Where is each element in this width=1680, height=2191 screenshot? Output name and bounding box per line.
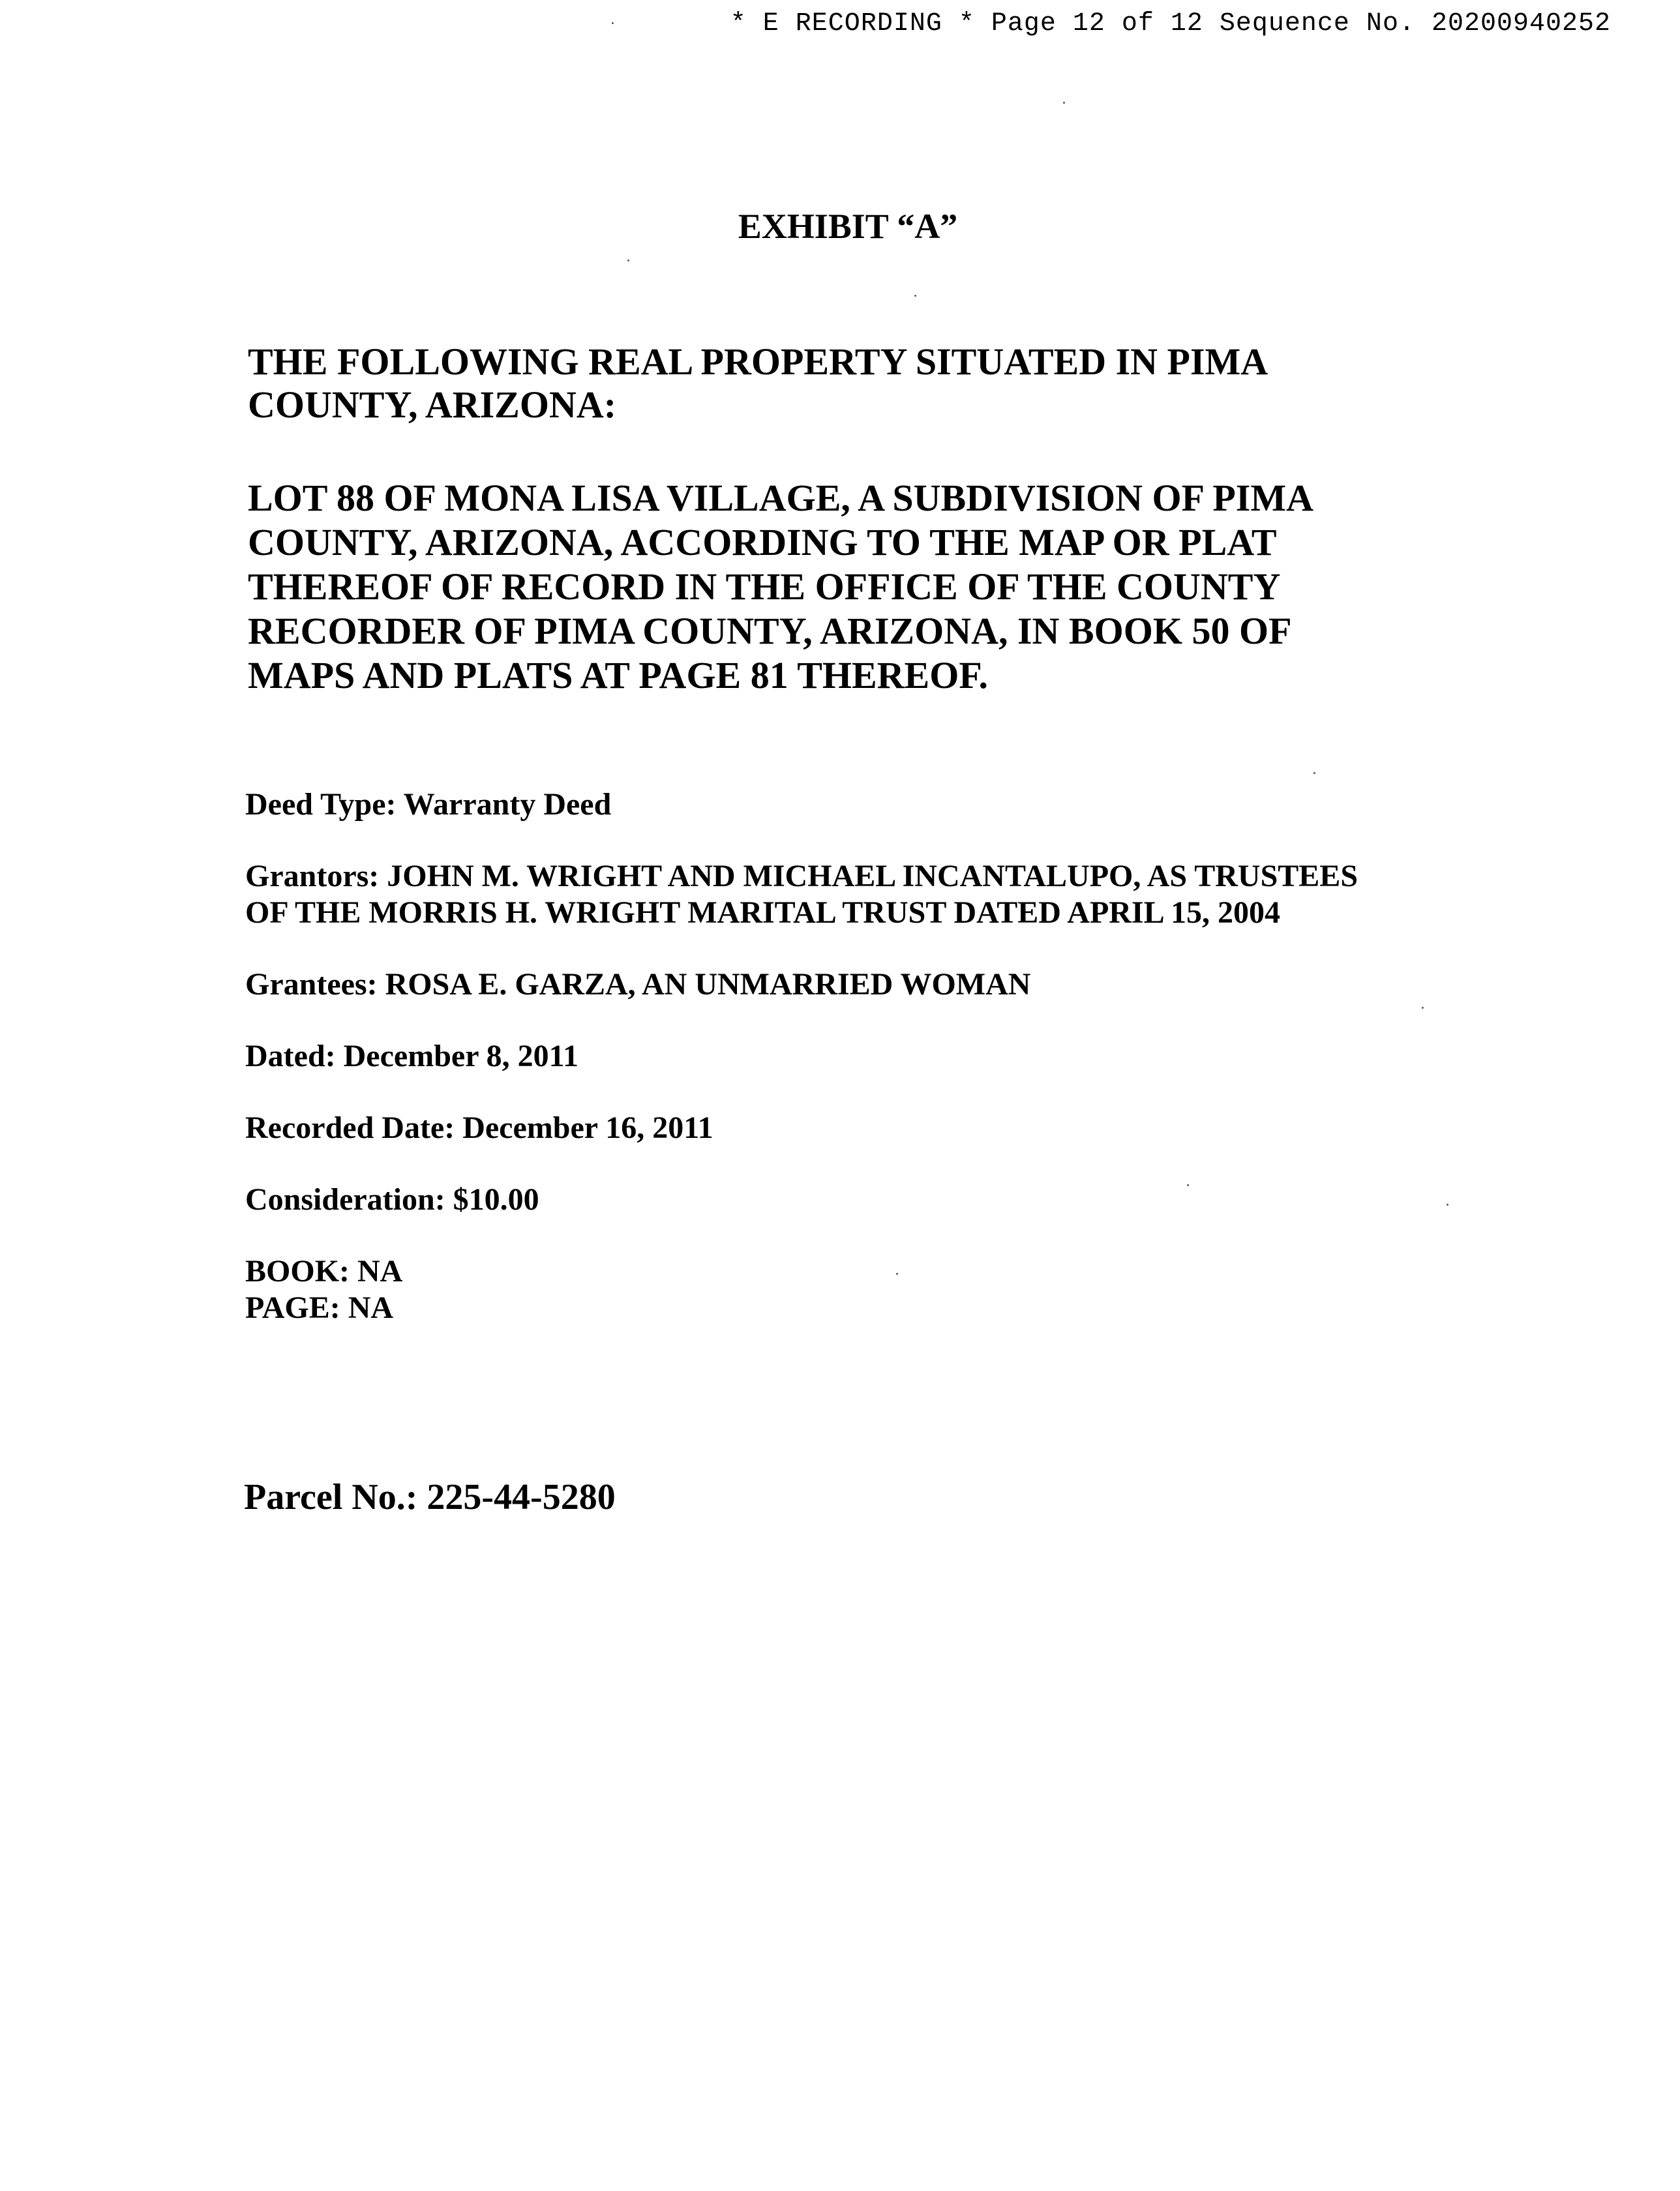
recorded-date: Recorded Date: December 16, 2011 [245,1110,713,1145]
scan-speck [627,260,629,261]
property-heading-line: THE FOLLOWING REAL PROPERTY SITUATED IN PIMA [248,340,1268,383]
page: PAGE: NA [245,1290,394,1325]
dated: Dated: December 8, 2011 [245,1039,578,1073]
book-page [245,1253,1510,1326]
book: BOOK: NA [245,1254,403,1289]
legal-description-line: LOT 88 OF MONA LISA VILLAGE, A SUBDIVISION OF PIMA [248,477,1313,519]
scan-speck [612,22,614,24]
deed-type: Deed Type: Warranty Deed [245,787,612,822]
grantors-line: Grantors: JOHN M. WRIGHT AND MICHAEL INCANTALUPO, AS TRUSTEES [245,859,1358,893]
recording-header: * E RECORDING * Page 12 of 12 Sequence No. 20200940252 [730,9,1611,38]
legal-description [248,476,1357,698]
scan-speck [1063,102,1065,104]
scan-speck [914,295,916,297]
grantors [245,858,1510,931]
legal-description-line: RECORDER OF PIMA COUNTY, ARIZONA, IN BOOK 50 OF [248,610,1292,652]
grantees: Grantees: ROSA E. GARZA, AN UNMARRIED WOMAN [245,967,1031,1002]
legal-description-line: THEREOF OF RECORD IN THE OFFICE OF THE COUNTY [248,565,1281,608]
exhibit-title: EXHIBIT “A” [738,207,958,246]
scan-speck [1313,772,1315,774]
parcel-number: Parcel No.: 225-44-5280 [244,1477,616,1517]
property-heading-line: COUNTY, ARIZONA: [248,383,617,426]
scan-speck [1422,1007,1424,1009]
property-heading [248,340,1357,426]
consideration: Consideration: $10.00 [245,1182,539,1217]
legal-description-line: COUNTY, ARIZONA, ACCORDING TO THE MAP OR PLAT [248,521,1277,563]
grantors-line: OF THE MORRIS H. WRIGHT MARITAL TRUST DATED APRIL 15, 2004 [245,895,1280,930]
legal-description-line: MAPS AND PLATS AT PAGE 81 THEREOF. [248,654,988,696]
